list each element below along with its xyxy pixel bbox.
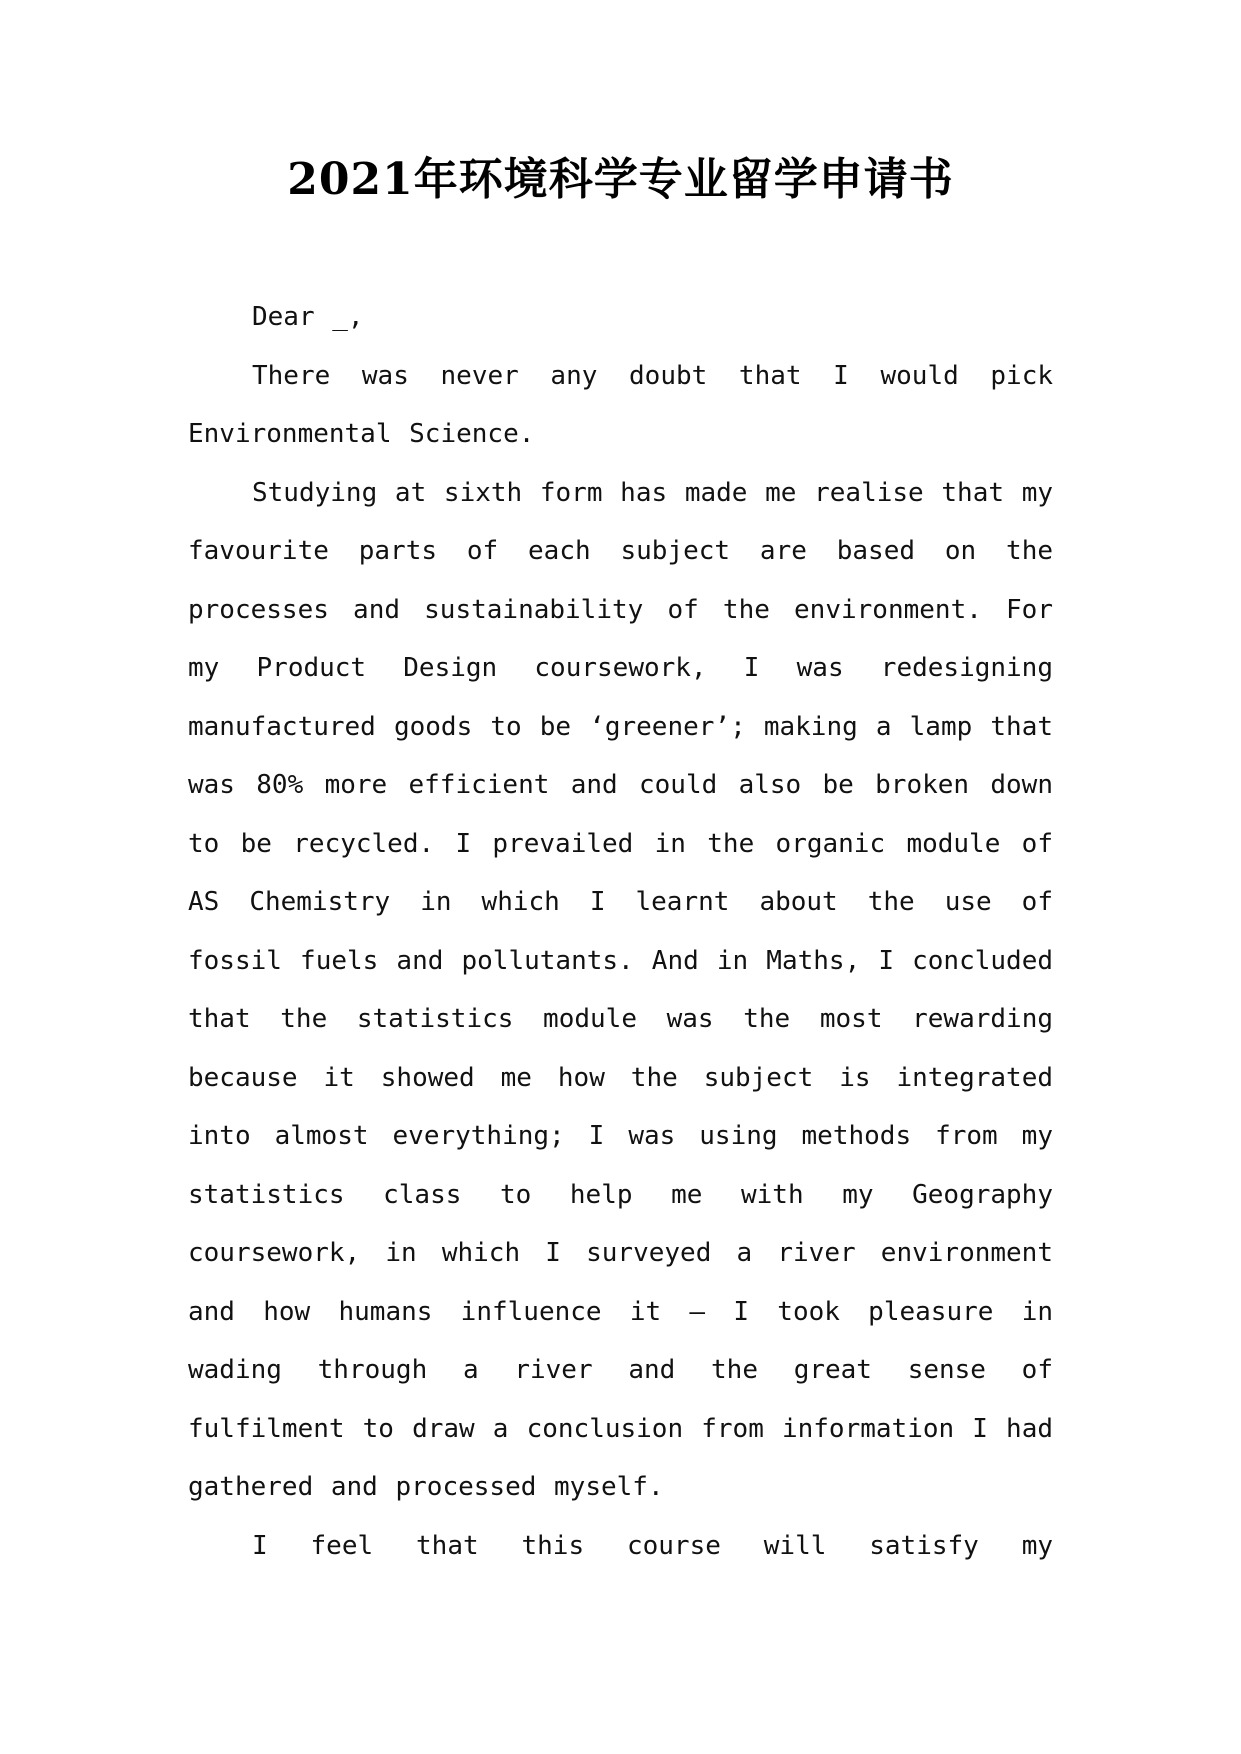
paragraph-2: Studying at sixth form has made me realise that my favourite parts of each subject are based on the processes and sustainability of the environment. For my Product Design coursework, I was redesigning manufactured goods to be ‘greener’; making a lamp that was 80% more efficient and could also be broken down to be recycled. I prevailed in the organic module of AS Chemistry in which I learnt about the use of fossil fuels and pollutants. And in Maths, I concluded that the statistics module was the most rewarding because it showed me how the subject is integrated into almost everything; I was using methods from my statistics class to help me with my Geography coursework, in which I surveyed a river environment and how humans influence it – I took pleasure in wading through a river and the great sense of fulfilment to draw a conclusion from information I had gathered and processed myself. (188, 477, 1053, 1502)
paragraph-1: There was never any doubt that I would pick Environmental Science. (188, 360, 1053, 449)
document-title: 2021年环境科学专业留学申请书 (287, 154, 954, 205)
paragraph-3: I feel that this course will satisfy my (252, 1530, 1053, 1561)
document-body (188, 288, 1053, 1575)
salutation: Dear _, (252, 302, 364, 332)
